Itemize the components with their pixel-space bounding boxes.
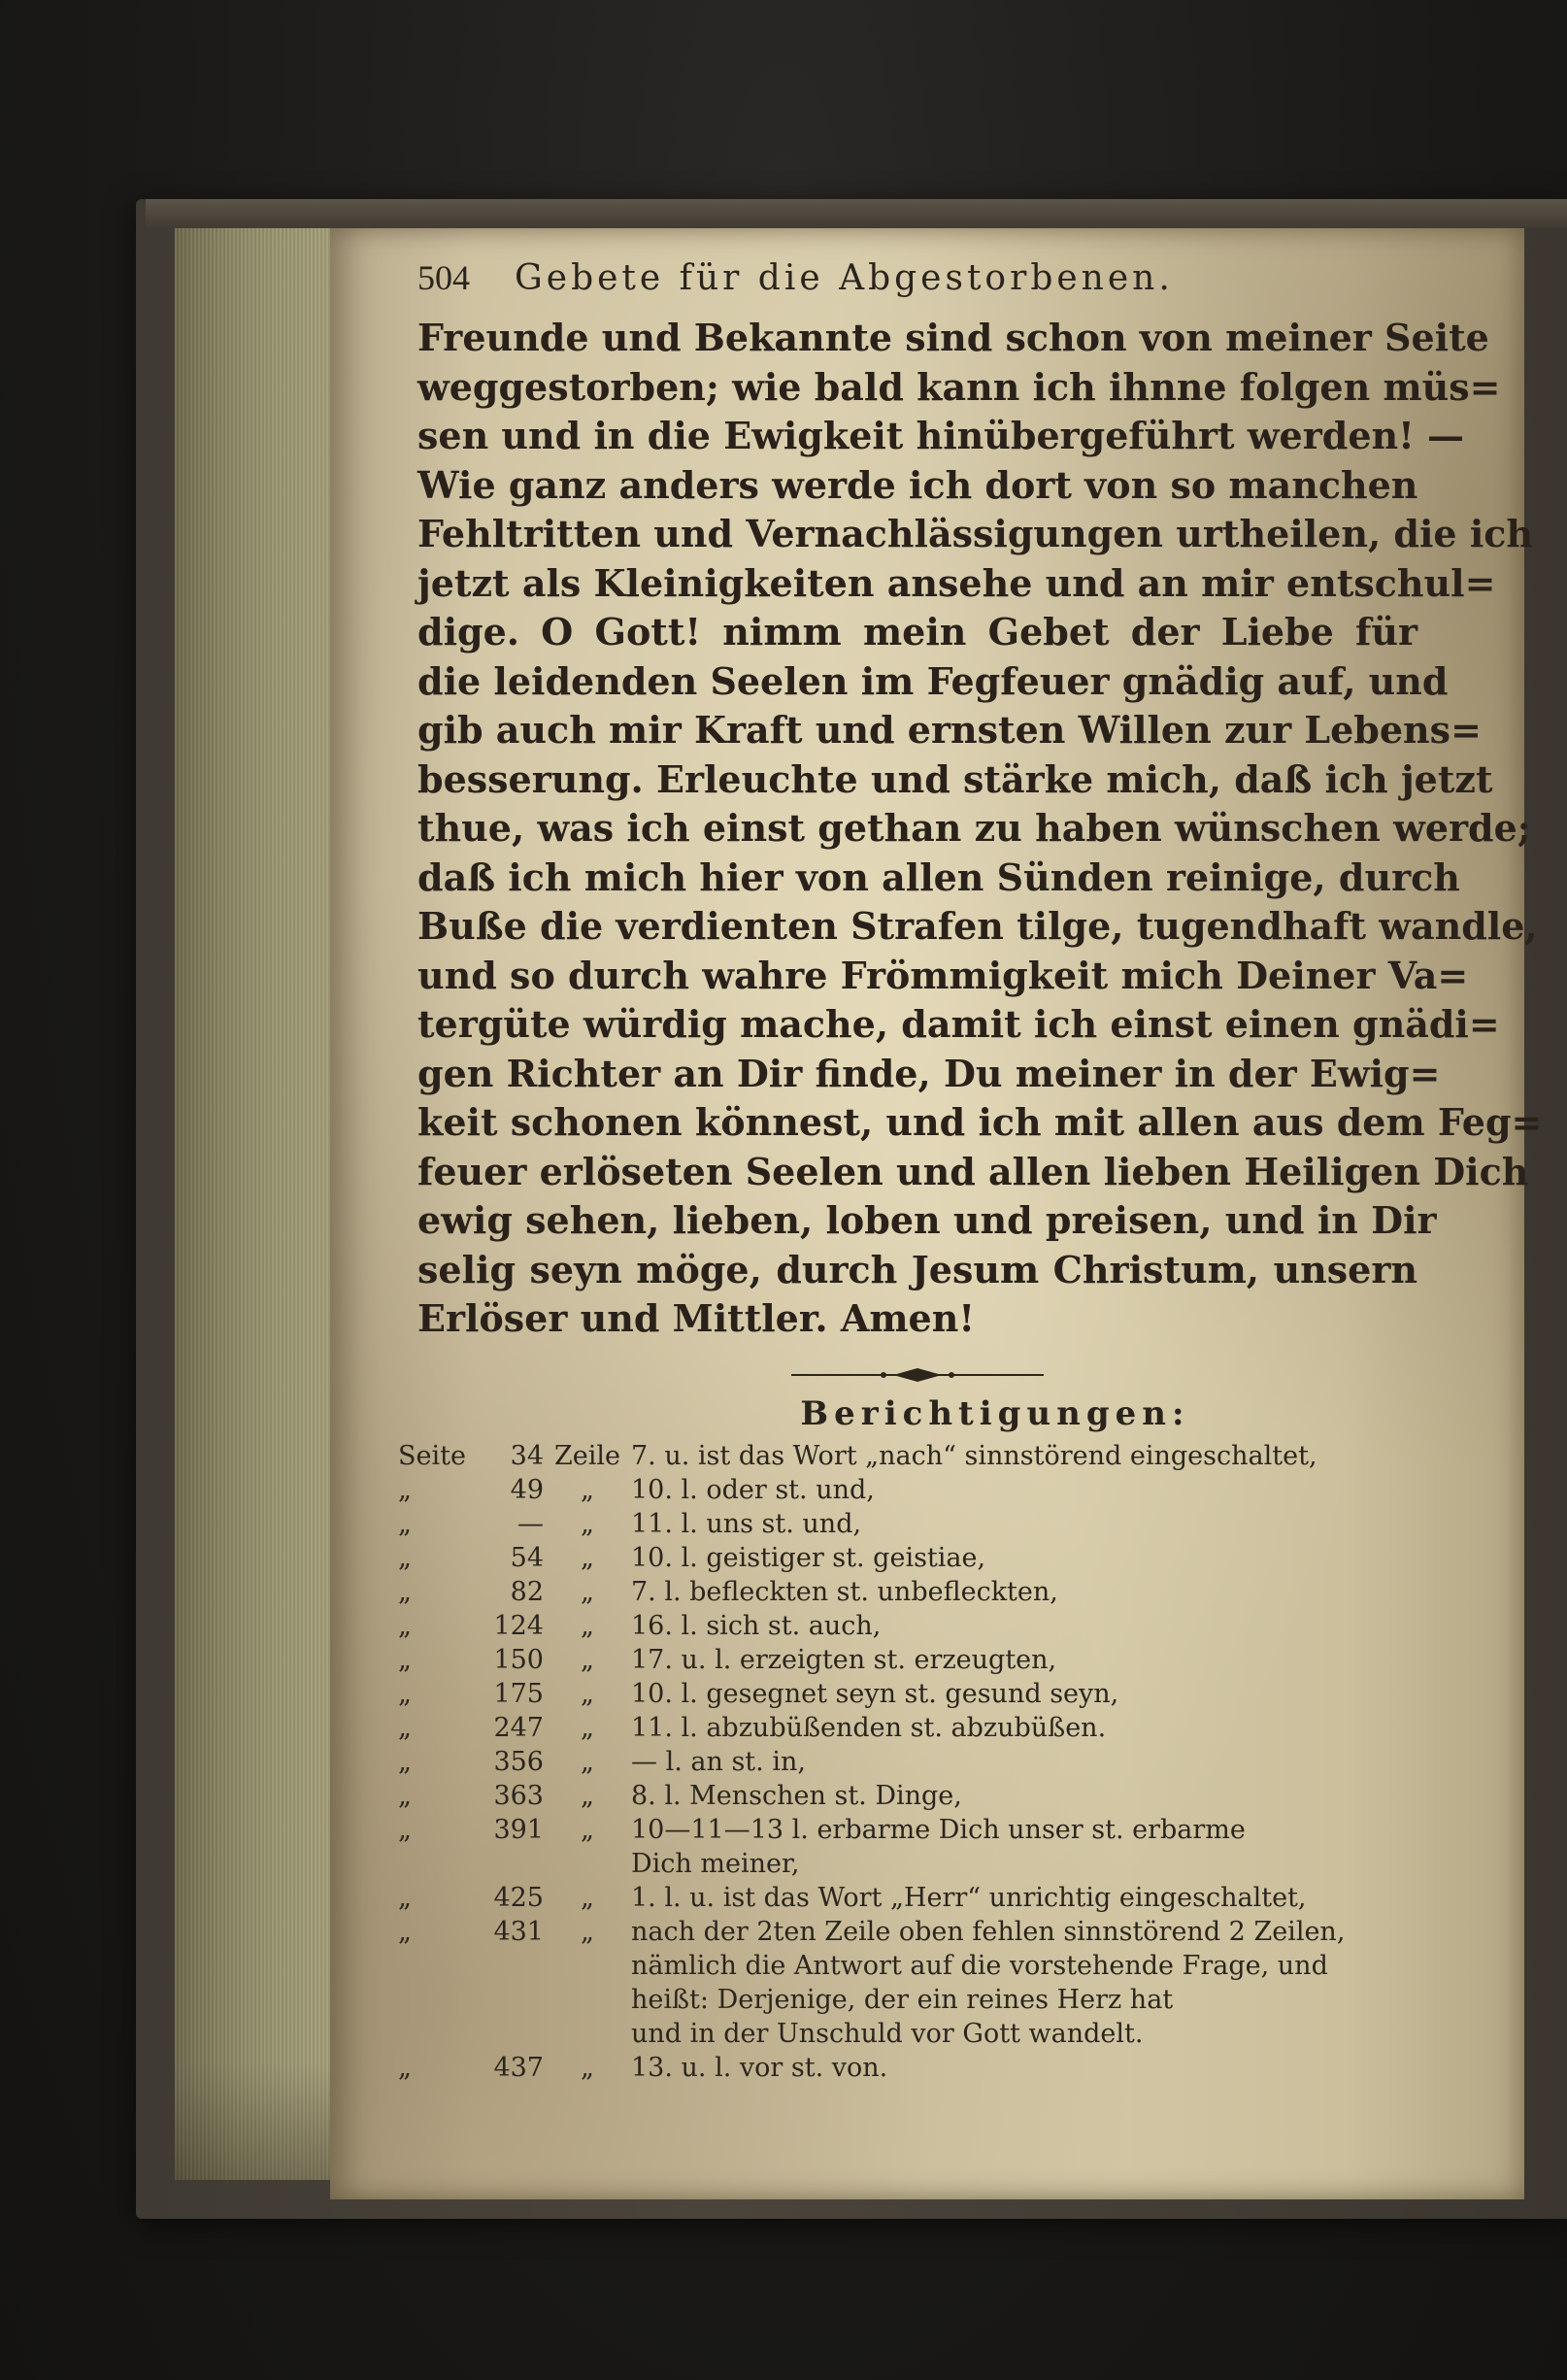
errata-row xyxy=(398,1677,1417,1711)
errata-title: Berichtigungen: xyxy=(800,1393,1190,1433)
errata-correction: 10. l. gesegnet seyn st. gesund seyn, xyxy=(631,1678,1119,1709)
errata-line-label: „ xyxy=(581,1882,594,1913)
errata-page-number: 363 xyxy=(493,1780,544,1811)
errata-page-label: „ xyxy=(398,1508,412,1539)
errata-page-number xyxy=(485,2017,544,2051)
text-line: selig seyn möge, durch Jesum Christum, unsern xyxy=(417,1247,1417,1291)
errata-row xyxy=(398,1813,1417,1847)
text-line: Freunde und Bekannte sind schon von meiner Seite xyxy=(417,316,1489,359)
errata-line-label: „ xyxy=(581,2052,594,2083)
text-line: tergüte würdig mache, damit ich einst einen gnädi= xyxy=(417,1002,1500,1046)
errata-page-label xyxy=(398,1949,485,1983)
errata-page-label: „ xyxy=(398,1916,412,1947)
errata-correction: 11. l. abzubüßenden st. abzubüßen. xyxy=(631,1712,1107,1743)
prayer-text xyxy=(417,314,1543,1344)
text-line: ewig sehen, lieben, loben und preisen, und in Dir xyxy=(417,1198,1437,1242)
errata-correction: 7. u. ist das Wort „nach“ sinnstörend eingeschaltet, xyxy=(631,1440,1317,1471)
page-edges xyxy=(175,228,347,2180)
text-line: sen und in die Ewigkeit hinübergeführt werden! — xyxy=(417,414,1465,457)
text-line: weggestorben; wie bald kann ich ihnne folgen müs= xyxy=(417,364,1501,409)
errata-row xyxy=(398,1779,1417,1813)
errata-page-number: 175 xyxy=(493,1678,544,1709)
errata-row xyxy=(417,1949,1417,1983)
errata-line-label: „ xyxy=(581,1780,594,1811)
errata-page-label: „ xyxy=(398,1678,412,1709)
text-line: thue, was ich einst gethan zu haben wünschen werde; xyxy=(417,806,1531,850)
errata-line-label xyxy=(544,2017,631,2051)
errata-row xyxy=(417,1983,1417,2017)
errata-correction: — l. an st. in, xyxy=(631,1746,806,1777)
book-cover-top-edge xyxy=(146,199,1567,228)
text-line: gen Richter an Dir finde, Du meiner in der Ewig= xyxy=(417,1051,1441,1095)
ornamental-divider xyxy=(791,1365,1044,1385)
running-head xyxy=(417,257,1417,310)
errata-correction: 11. l. uns st. und, xyxy=(631,1508,862,1539)
book-page xyxy=(330,228,1543,2199)
errata-correction: 17. u. l. erzeigten st. erzeugten, xyxy=(631,1644,1057,1675)
errata-page-label: „ xyxy=(398,1814,412,1845)
errata-row xyxy=(398,1609,1417,1643)
errata-correction: und in der Unschuld vor Gott wandelt. xyxy=(631,2018,1144,2049)
errata-line-label: „ xyxy=(581,1916,594,1947)
errata-page-label: „ xyxy=(398,1882,412,1913)
page-number: 504 xyxy=(417,258,470,297)
errata-page-number: 34 xyxy=(510,1440,544,1471)
errata-line-label: „ xyxy=(581,1678,594,1709)
errata-row xyxy=(398,1575,1417,1609)
errata-page-number: 425 xyxy=(493,1882,544,1913)
errata-correction: 16. l. sich st. auch, xyxy=(631,1610,882,1641)
errata-page-label: „ xyxy=(398,1474,412,1505)
errata-correction: 7. l. befleckten st. unbefleckten, xyxy=(631,1576,1058,1607)
errata-page-number: 54 xyxy=(510,1542,544,1573)
errata-line-label: „ xyxy=(581,1610,594,1641)
page-title: Gebete für die Abgestorbenen. xyxy=(515,258,1174,298)
errata-row xyxy=(398,1711,1417,1745)
errata-row xyxy=(398,1541,1417,1575)
errata-page-label xyxy=(398,1983,485,2017)
errata-page-label xyxy=(398,2017,485,2051)
errata-correction: 8. l. Menschen st. Dinge, xyxy=(631,1780,962,1811)
errata-page-label: „ xyxy=(398,1542,412,1573)
text-line: besserung. Erleuchte und stärke mich, daß ich jetzt xyxy=(417,756,1493,801)
text-line: Buße die verdienten Strafen tilge, tugendhaft wandle, xyxy=(417,904,1538,948)
page-content xyxy=(398,257,1543,2085)
errata-page-number: 391 xyxy=(493,1814,544,1845)
errata-list xyxy=(398,1439,1417,2085)
errata-correction: nach der 2ten Zeile oben fehlen sinnstörend 2 Zeilen, xyxy=(631,1916,1346,1947)
errata-line-label: „ xyxy=(581,1508,594,1539)
errata-page-label: Seite xyxy=(398,1440,466,1471)
errata-line-label: Zeile xyxy=(554,1440,620,1471)
errata-page-number xyxy=(485,1847,544,1881)
errata-row xyxy=(398,1881,1417,1915)
text-line: keit schonen könnest, und ich mit allen aus dem Feg= xyxy=(417,1100,1543,1144)
errata-row xyxy=(417,2017,1417,2051)
errata-line-label: „ xyxy=(581,1576,594,1607)
errata-page-number: 124 xyxy=(493,1610,544,1641)
errata-page-label: „ xyxy=(398,1780,412,1811)
text-line: gib auch mir Kraft und ernsten Willen zur Lebens= xyxy=(417,708,1482,752)
errata-row xyxy=(398,1745,1417,1779)
errata-page-number: 356 xyxy=(493,1746,544,1777)
errata-page-number xyxy=(485,1983,544,2017)
text-line: feuer erlöseten Seelen und allen lieben Heiligen Dich xyxy=(417,1149,1529,1193)
text-line: daß ich mich hier von allen Sünden reinige, durch xyxy=(417,855,1460,899)
text-line: dige. O Gott! nimm mein Gebet der Liebe für xyxy=(417,610,1417,654)
text-line: die leidenden Seelen im Fegfeuer gnädig auf, und xyxy=(417,658,1449,703)
errata-line-label: „ xyxy=(581,1814,594,1845)
errata-page-number: 49 xyxy=(510,1474,544,1505)
errata-line-label: „ xyxy=(581,1712,594,1743)
errata-row xyxy=(398,1643,1417,1677)
errata-correction: 10. l. oder st. und, xyxy=(631,1474,875,1505)
errata-page-label: „ xyxy=(398,1746,412,1777)
errata-page-number xyxy=(485,1949,544,1983)
errata-line-label xyxy=(544,1983,631,2017)
errata-page-label: „ xyxy=(398,1576,412,1607)
errata-page-label: „ xyxy=(398,2052,412,2083)
errata-line-label: „ xyxy=(581,1746,594,1777)
errata-correction: 13. u. l. vor st. von. xyxy=(631,2052,888,2083)
errata-line-label: „ xyxy=(581,1474,594,1505)
errata-correction: 1. l. u. ist das Wort „Herr“ unrichtig eingeschaltet, xyxy=(631,1882,1307,1913)
errata-line-label: „ xyxy=(581,1542,594,1573)
errata-page-number: 247 xyxy=(493,1712,544,1743)
errata-row xyxy=(417,1847,1417,1881)
text-line: jetzt als Kleinigkeiten ansehe und an mir entschul= xyxy=(417,560,1496,605)
errata-page-number: 437 xyxy=(493,2052,544,2083)
errata-page-number: — xyxy=(517,1508,544,1539)
errata-page-label: „ xyxy=(398,1712,412,1743)
errata-correction: heißt: Derjenige, der ein reines Herz hat xyxy=(631,1984,1174,2015)
errata-correction: 10. l. geistiger st. geistiae, xyxy=(631,1542,986,1573)
errata-page-label: „ xyxy=(398,1644,412,1675)
errata-correction: Dich meiner, xyxy=(631,1848,800,1879)
errata-row xyxy=(398,1915,1417,1949)
errata-page-number: 150 xyxy=(493,1644,544,1675)
errata-page-number: 82 xyxy=(510,1576,544,1607)
text-line: Wie ganz anders werde ich dort von so manchen xyxy=(417,462,1418,507)
errata-page-label: „ xyxy=(398,1610,412,1641)
text-line: Erlöser und Mittler. Amen! xyxy=(417,1296,976,1340)
text-line: Fehltritten und Vernachlässigungen urtheilen, die ich xyxy=(417,512,1534,555)
errata-line-label xyxy=(544,1847,631,1881)
errata-line-label: „ xyxy=(581,1644,594,1675)
errata-row xyxy=(398,1439,1417,1473)
errata-correction: 10—11—13 l. erbarme Dich unser st. erbarme xyxy=(631,1814,1246,1845)
errata-page-number: 431 xyxy=(493,1916,544,1947)
errata-line-label xyxy=(544,1949,631,1983)
errata-row xyxy=(398,2051,1417,2085)
errata-page-label xyxy=(398,1847,485,1881)
errata-correction: nämlich die Antwort auf die vorstehende Frage, und xyxy=(631,1950,1328,1981)
errata-row xyxy=(398,1507,1417,1541)
text-line: und so durch wahre Frömmigkeit mich Deiner Va= xyxy=(417,953,1469,997)
errata-row xyxy=(398,1473,1417,1507)
